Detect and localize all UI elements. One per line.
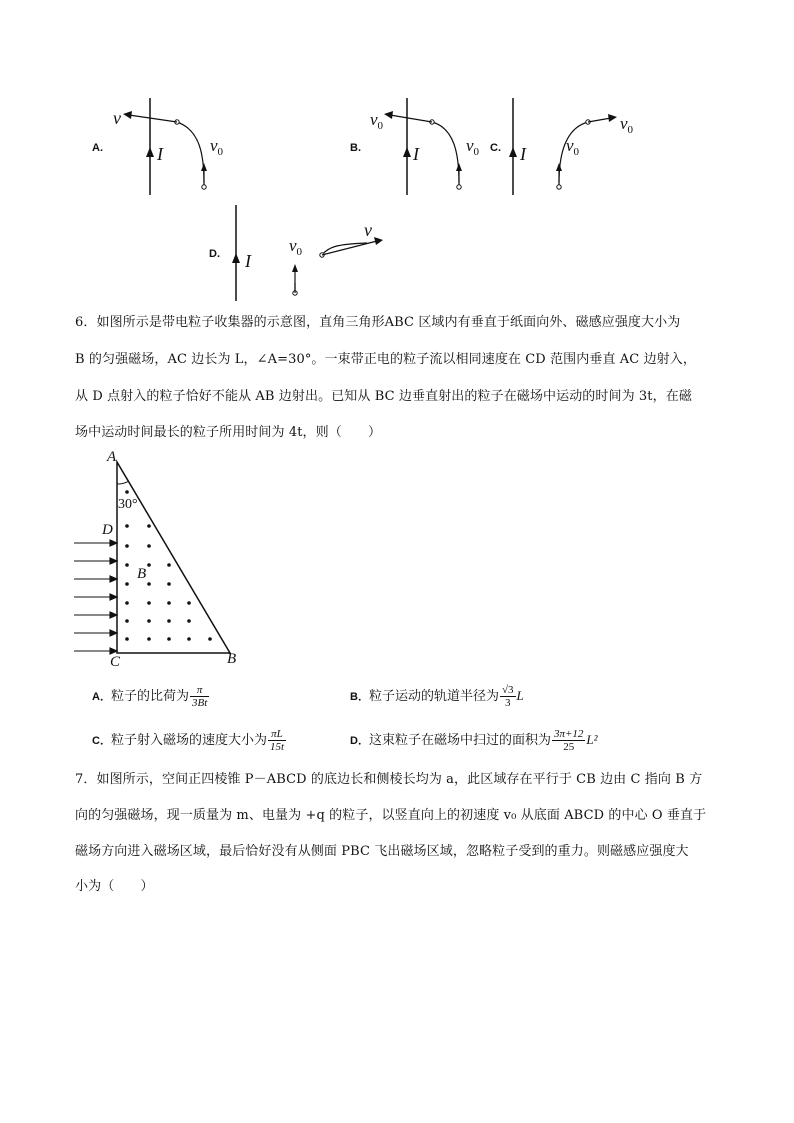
q6-option-c[interactable] [92,728,287,753]
q6-option-c-text: 粒子射入磁场的速度大小为 [110,733,267,748]
v-arrow-icon [384,111,393,119]
v-arrow-icon [374,237,383,245]
q6-point-b-inner-label: B [137,566,147,582]
q6-point-a-label: A [107,449,117,465]
q6-text-line-3: 从 D 点射入的粒子恰好不能从 AB 边射出。已知从 BC 边垂直射出的粒子在磁场中运动的时间为 3t，在磁 [75,389,692,404]
q6-option-a-text: 粒子的比荷为 [110,689,189,704]
q6-option-b-label: B． [350,691,369,703]
v-vector [129,115,177,122]
q6-option-c-fraction: $\frac{\pi L}{15t}$ [269,728,285,753]
q6-option-a[interactable] [92,684,210,709]
q5-a-current-label: I [157,144,163,164]
q7-text-line-3: 磁场方向进入磁场区域，最后恰好没有从侧面 PBC 飞出磁场区域，忽略粒子受到的重力。则磁感应强度大 [75,844,689,859]
angle-arc [117,481,129,484]
v0-arrow-icon [456,163,462,171]
q5-option-d-label[interactable]: D. [209,248,220,260]
v0-arrow-icon [201,163,207,171]
q6-option-a-fraction: $\frac{\pi}{3Bt}$ [191,684,208,709]
q5-d-current-label: I [245,251,251,271]
q7-text-line-1: 7．如图所示，空间正四棱锥 P－ABCD 的底边长和侧棱长均为 a，此区域存在平行于 CB 边由 C 指向 B 方 [75,772,703,787]
q5-d-v-label: v [364,220,372,240]
q6-option-d-tail: L² [586,732,598,747]
v0-arrow-icon [292,264,298,272]
q5-option-b-label[interactable]: B. [350,142,361,154]
q5-option-a-label[interactable]: A. [92,142,103,154]
q6-point-b-label: B [227,651,237,667]
q6-option-c-label: C． [92,735,111,747]
entry-point [457,185,461,189]
q5-option-c-label[interactable]: C. [490,142,501,154]
q5-c-v-label: $v_0$ [620,114,634,136]
q5-a-v-label: v [113,108,121,128]
q6-option-b-text: 粒子运动的轨道半径为 [368,689,499,704]
q6-figure [70,450,245,675]
v-vector [390,115,432,122]
q6-text-line-1: 6．如图所示是带电粒子收集器的示意图，直角三角形ABC 区域内有垂直于纸面向外、磁感应强度大小为 [75,315,681,330]
q6-option-d[interactable] [350,728,598,753]
q5-c-v0-label: $v_0$ [566,136,580,158]
q5-b-v-label: $v_0$ [370,110,384,132]
q6-option-d-label: D． [350,735,369,747]
q6-point-c-label: C [110,654,121,670]
current-arrow-icon [232,253,240,263]
v-arrow-icon [608,114,617,122]
q6-text-line-2: B 的匀强磁场，AC 边长为 L，∠A=30°。一束带正电的粒子流以相同速度在 CD 范围内垂直 AC 边射入， [75,352,696,367]
q5-b-v0-label: $v_0$ [466,136,480,158]
q6-option-b[interactable] [350,684,524,709]
v0-arrow-icon [556,163,562,171]
trajectory-arc [432,122,459,183]
current-arrow-icon [509,147,517,157]
q7-text-line-2: 向的匀强磁场，现一质量为 m、电量为 +q 的粒子，以竖直向上的初速度 v₀ 从底面 ABCD 的中心 O 垂直于 [75,808,707,823]
v-vector [588,118,611,122]
q6-option-a-label: A． [92,691,111,703]
q5-c-current-label: I [520,144,526,164]
entry-point [202,185,206,189]
q6-option-b-tail: L [516,688,524,703]
q5-d-v0-label: $v_0$ [289,236,303,258]
v-arrow-icon [123,111,132,119]
q6-angle-label: 30° [118,497,138,512]
q6-option-d-text: 这束粒子在磁场中扫过的面积为 [368,733,551,748]
q6-option-b-fraction: $\frac{√3}{3}$ [501,684,514,709]
q6-text-line-4: 场中运动时间最长的粒子所用时间为 4t，则（ ） [75,425,382,440]
current-arrow-icon [146,147,154,157]
q5-b-current-label: I [413,144,419,164]
q7-text-line-4: 小为（ ） [75,879,154,894]
entry-point [557,185,561,189]
q6-option-d-fraction: $\frac{3\pi+12}{25}$ [553,728,584,753]
q5-a-v0-label: $v_0$ [210,136,224,158]
trajectory-arc [177,122,204,183]
current-arrow-icon [403,147,411,157]
triangle-abc [117,462,230,653]
q6-point-d-label: D [102,522,113,538]
incoming-particle-arrows [74,540,117,654]
